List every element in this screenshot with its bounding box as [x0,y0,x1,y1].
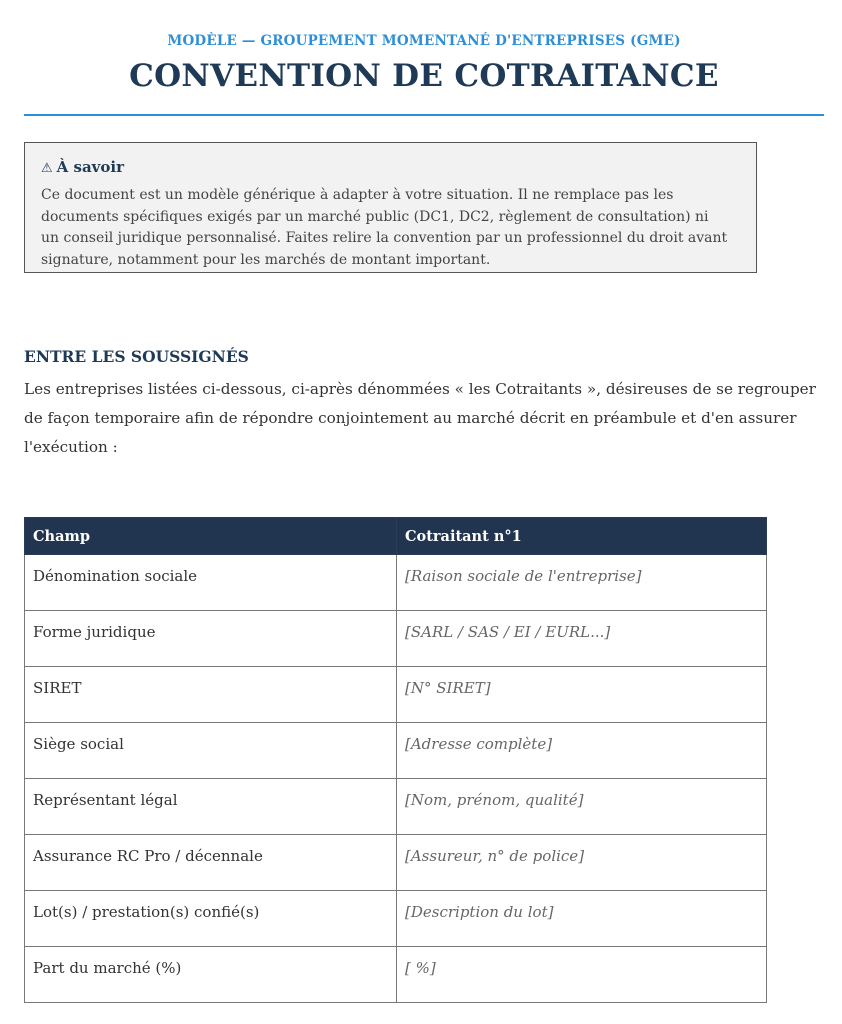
field-label: Forme juridique [25,611,397,667]
field-value: [ %] [397,947,767,1003]
table-row [25,947,767,1003]
table-row [25,779,767,835]
table-row [25,667,767,723]
warning-icon: ⚠ [41,161,53,176]
parties-intro: Les entreprises listées ci-dessous, ci-après dénommées « les Cotraitants », désireuses de se regrouper de façon temporaire afin de répondre conjointement au marché décrit en préambule et d'en assurer l'exécution : [24,380,816,456]
field-label: Assurance RC Pro / décennale [25,835,397,891]
section-heading-parties: ENTRE LES SOUSSIGNÉS [24,347,249,366]
field-value: [Assureur, n° de police] [397,835,767,891]
field-label: Lot(s) / prestation(s) confié(s) [25,891,397,947]
field-value: [Raison sociale de l'entreprise] [397,555,767,611]
notice-box [24,142,757,273]
field-label: Part du marché (%) [25,947,397,1003]
column-header-field: Champ [25,518,397,555]
field-value: [Nom, prénom, qualité] [397,779,767,835]
field-value: [SARL / SAS / EI / EURL...] [397,611,767,667]
notice-heading-row [41,157,756,179]
column-header-cotraitant: Cotraitant n°1 [397,518,767,555]
field-label: Représentant légal [25,779,397,835]
cotraitant-table [24,517,767,1003]
field-value: [N° SIRET] [397,667,767,723]
field-label: Siège social [25,723,397,779]
field-value: [Description du lot] [397,891,767,947]
document-subtitle: MODÈLE — GROUPEMENT MOMENTANÉ D'ENTREPRISES (GME) [167,33,681,49]
field-label: Dénomination sociale [25,555,397,611]
title-divider [24,114,824,116]
field-value: [Adresse complète] [397,723,767,779]
notice-heading: À savoir [56,158,125,176]
table-row [25,723,767,779]
document-title: CONVENTION DE COTRAITANCE [129,58,719,94]
table-row [25,611,767,667]
notice-body: Ce document est un modèle générique à adapter à votre situation. Il ne remplace pas les documents spécifiques exigés par un marché public (DC1, DC2, règlement de consultation) ni un conseil juridique personnalisé. Faites relire la convention par un professionnel du droit avant signature, notamment pour les marchés de montant important. [41,187,728,268]
table-row [25,891,767,947]
table-row [25,835,767,891]
table-row [25,555,767,611]
field-label: SIRET [25,667,397,723]
table-header-row [25,518,767,555]
